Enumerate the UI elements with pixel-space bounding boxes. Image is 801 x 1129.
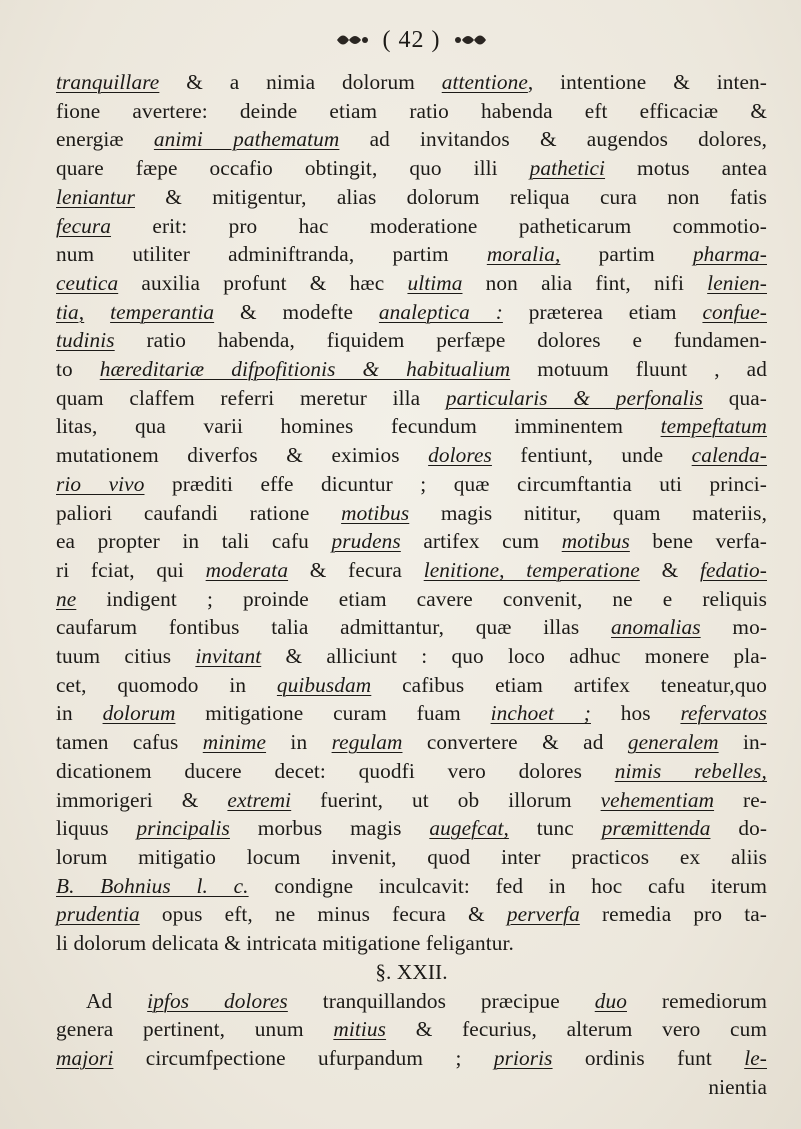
text-run: hos <box>590 701 681 726</box>
text-run: lorum mitigatio locum invenit, quod inter practicos ex aliis <box>56 844 767 869</box>
text-run: tuum citius <box>56 644 196 669</box>
italic-run: moralia, <box>486 242 561 267</box>
italic-run: fedatio- <box>699 557 767 582</box>
italic-run: inchoet ; <box>490 701 591 726</box>
text-run: morbus magis <box>229 816 430 841</box>
text-run: convertere & ad <box>402 730 628 755</box>
section-heading: §. XXII. <box>375 959 448 984</box>
italic-run: anomalias <box>611 615 701 640</box>
text-run: num utiliter adminiftranda, partim <box>56 242 487 267</box>
italic-run: perverfa <box>506 902 580 927</box>
italic-run: invitant <box>195 644 262 669</box>
text-run: in- <box>718 730 767 755</box>
italic-run: majori <box>56 1045 114 1070</box>
italic-run: lenitione, temperatione <box>423 557 640 582</box>
text-run: artifex cum <box>400 529 562 554</box>
text-run: remedia pro ta- <box>579 902 767 927</box>
text-line <box>56 527 767 556</box>
text-run: cet, quomodo in <box>56 672 277 697</box>
text-line <box>56 125 767 154</box>
text-line <box>56 613 767 642</box>
text-run: erit: pro hac moderatione patheticarum commotio- <box>111 213 767 238</box>
text-run: partim <box>560 242 693 267</box>
running-head <box>56 18 767 62</box>
printer-ornament-right-icon <box>454 29 488 51</box>
italic-run: fecura <box>56 213 112 238</box>
italic-run: tranquillare <box>56 70 160 94</box>
text-line <box>56 699 767 728</box>
body-text <box>56 68 767 1101</box>
italic-run: confue- <box>702 299 767 324</box>
italic-run: le- <box>744 1045 767 1070</box>
text-run: in <box>266 730 332 755</box>
page-number: ( 42 ) <box>382 26 441 53</box>
text-line <box>56 470 767 499</box>
text-line <box>56 240 767 269</box>
text-run: , intentione & inten- <box>527 70 767 94</box>
italic-run: tudinis <box>56 328 115 353</box>
text-line <box>56 384 767 413</box>
text-line <box>56 843 767 872</box>
text-line <box>56 212 767 241</box>
text-run: & <box>639 557 700 582</box>
text-run: fuerint, ut ob illorum <box>291 787 601 812</box>
italic-run: prudens <box>331 529 401 554</box>
text-line <box>56 900 767 929</box>
italic-run: temperantia <box>110 299 215 324</box>
italic-run: ultima <box>407 270 463 295</box>
italic-run: B. Bohnius l. c. <box>56 873 249 898</box>
italic-run: ipfos dolores <box>147 988 288 1013</box>
text-run: & fecura <box>288 557 424 582</box>
italic-run: extremi <box>227 787 292 812</box>
italic-run: analeptica : <box>378 299 503 324</box>
text-run: tranquillandos præcipue <box>287 988 595 1013</box>
text-run: motus antea <box>605 156 767 181</box>
italic-run: prioris <box>493 1045 553 1070</box>
italic-run: minime <box>202 730 267 755</box>
italic-run: moderata <box>205 557 289 582</box>
text-run: quam claffem referri meretur illa <box>56 385 446 410</box>
text-run: circumfpectione ufurpandum ; <box>113 1045 494 1070</box>
text-line <box>56 757 767 786</box>
text-line <box>56 183 767 212</box>
printer-ornament-left-icon <box>335 29 369 51</box>
text-run: non alia fint, nifi <box>462 270 708 295</box>
text-run: mo- <box>700 615 768 640</box>
text-line <box>56 499 767 528</box>
text-run: fione avertere: deinde etiam ratio habenda eft efficaciæ & <box>56 98 767 123</box>
text-line <box>56 269 767 298</box>
text-line <box>56 68 767 97</box>
italic-run: particularis & perfonalis <box>445 385 704 410</box>
text-line <box>56 671 767 700</box>
text-line <box>56 814 767 843</box>
text-line <box>56 326 767 355</box>
text-run: li dolorum delicata & intricata mitigatione feligantur. <box>56 931 514 956</box>
text-run: & fecurius, alterum vero cum <box>386 1017 767 1042</box>
text-run: magis nititur, quam materiis, <box>409 500 767 525</box>
text-run: quare fæpe occafio obtingit, quo illi <box>56 156 530 181</box>
catchword: nientia <box>708 1074 767 1099</box>
italic-run: motibus <box>561 529 630 554</box>
text-run: & alliciunt : quo loco adhuc monere pla- <box>261 644 767 669</box>
text-run: opus eft, ne minus fecura & <box>139 902 507 927</box>
text-run: & mitigentur, alias dolorum reliqua cura non fatis <box>135 184 767 209</box>
italic-run: tia, <box>56 299 85 324</box>
text-line <box>56 441 767 470</box>
text-run: cafibus etiam artifex teneatur,quo <box>371 672 768 697</box>
text-run: mitigatione curam fuam <box>175 701 491 726</box>
italic-run: prudentia <box>56 902 140 927</box>
text-run: & modefte <box>214 299 379 324</box>
text-line <box>56 728 767 757</box>
text-run: auxilia profunt & hæc <box>118 270 408 295</box>
italic-run: pharma- <box>692 242 767 267</box>
text-line <box>56 872 767 901</box>
italic-run: generalem <box>627 730 719 755</box>
italic-run: præmittenda <box>601 816 711 841</box>
text-run: ad invitandos & augendos dolores, <box>339 127 768 152</box>
italic-run: dolorum <box>102 701 176 726</box>
italic-run: refervatos <box>680 701 767 726</box>
text-run: præterea etiam <box>502 299 703 324</box>
text-run: tunc <box>508 816 602 841</box>
text-run: paliori caufandi ratione <box>56 500 342 525</box>
text-run: do- <box>710 816 768 841</box>
text-run: caufarum fontibus talia admittantur, quæ illas <box>56 615 612 640</box>
text-run: Ad <box>86 988 148 1013</box>
italic-run: leniantur <box>56 184 135 209</box>
text-run: genera pertinent, unum <box>56 1017 334 1042</box>
text-run: condigne inculcavit: fed in hoc cafu iterum <box>248 873 767 898</box>
text-line <box>56 556 767 585</box>
italic-run: duo <box>594 988 627 1013</box>
text-line <box>56 929 767 958</box>
italic-run: rio vivo <box>56 471 145 496</box>
text-run <box>84 300 110 324</box>
text-run: to <box>56 357 100 382</box>
text-run: fentiunt, unde <box>491 443 692 468</box>
text-run: ea propter in tali cafu <box>56 529 332 554</box>
text-line <box>56 154 767 183</box>
italic-run: attentione <box>441 70 528 94</box>
text-line <box>56 987 767 1016</box>
text-run: in <box>56 701 103 726</box>
text-line <box>56 97 767 126</box>
italic-run: tempeftatum <box>660 414 767 439</box>
text-run: præditi effe dicuntur ; quæ circumftantia uti princi- <box>144 471 767 496</box>
text-run: & a nimia dolorum <box>159 70 442 94</box>
italic-run: nimis rebelles, <box>614 758 767 783</box>
italic-run: motibus <box>341 500 410 525</box>
paragraph-section-22 <box>56 987 767 1073</box>
text-run: qua- <box>703 385 768 410</box>
text-line <box>56 585 767 614</box>
italic-run: quibusdam <box>276 672 372 697</box>
text-run: tamen cafus <box>56 730 203 755</box>
text-line <box>56 642 767 671</box>
text-line <box>56 412 767 441</box>
text-run: mutationem diverfos & eximios <box>56 443 429 468</box>
text-run: ri fciat, qui <box>56 557 206 582</box>
italic-run: regulam <box>331 730 403 755</box>
italic-run: hæreditariæ difpofitionis & habitualium <box>99 357 511 382</box>
text-line <box>56 355 767 384</box>
italic-run: calenda- <box>691 443 767 468</box>
italic-run: ceutica <box>56 270 119 295</box>
italic-run: lenien- <box>707 270 767 295</box>
italic-run: principalis <box>136 816 230 841</box>
text-line <box>56 1044 767 1073</box>
paragraph-main <box>56 68 767 958</box>
text-run: liquus <box>56 816 137 841</box>
text-run: immorigeri & <box>56 787 228 812</box>
text-run: ordinis funt <box>552 1045 745 1070</box>
text-line <box>56 298 767 327</box>
italic-run: dolores <box>428 443 492 468</box>
italic-run: mitius <box>333 1017 387 1042</box>
italic-run: augefcat, <box>429 816 509 841</box>
text-run: remediorum <box>626 988 767 1013</box>
text-run: dicationem ducere decet: quodfi vero dolores <box>56 758 615 783</box>
italic-run: vehementiam <box>600 787 715 812</box>
text-line <box>56 786 767 815</box>
text-line <box>56 1015 767 1044</box>
italic-run: pathetici <box>529 156 606 181</box>
italic-run: animi pathematum <box>153 127 340 152</box>
text-run: re- <box>714 787 767 812</box>
text-run: energiæ <box>56 127 154 152</box>
italic-run: ne <box>56 586 77 611</box>
text-run: indigent ; proinde etiam cavere convenit, ne e reliquis <box>76 586 767 611</box>
text-run: litas, qua varii homines fecundum imminentem <box>56 414 661 439</box>
text-run: motuum fluunt , ad <box>510 357 767 382</box>
text-run: bene verfa- <box>629 529 767 554</box>
text-run: ratio habenda, fiquidem perfæpe dolores e fundamen- <box>114 328 767 353</box>
